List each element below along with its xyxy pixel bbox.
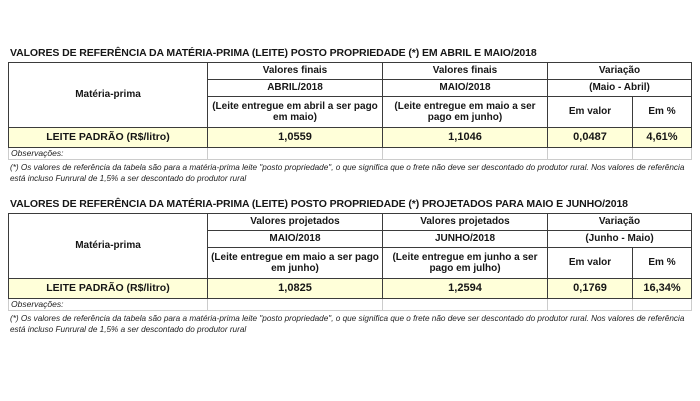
header-col2-description: (Leite entregue em maio a ser pago em junho) <box>383 96 548 127</box>
observations-filler-1 <box>208 148 383 160</box>
reference-table-abril-maio <box>8 62 692 148</box>
cell-variation-percent: 16,34% <box>633 278 692 298</box>
header-materia-prima: Matéria-prima <box>9 213 208 278</box>
header-col2-group: Valores projetados <box>383 213 548 230</box>
header-col1-group: Valores projetados <box>208 213 383 230</box>
table-row <box>9 278 692 298</box>
cell-variation-value: 0,0487 <box>548 127 633 147</box>
header-col1-description: (Leite entregue em abril a ser pago em maio) <box>208 96 383 127</box>
table-title-maio-junho: VALORES DE REFERÊNCIA DA MATÉRIA-PRIMA (LEITE) POSTO PROPRIEDADE (*) PROJETADOS PARA MAIO E JUNHO/2018 <box>10 198 628 210</box>
observations-note-abril-maio: (*) Os valores de referência da tabela são para a matéria-prima leite "posto propriedade", o que significa que o frete não deve ser descontado do produtor rural. Nos valores de referência está incluso Funrural de 1,5% a ser descontado do produtor rural <box>10 162 685 183</box>
table-header-row-group <box>9 213 692 230</box>
header-variation-value: Em valor <box>548 96 633 127</box>
observations-label: Observações: <box>9 148 208 160</box>
cell-col2-value: 1,1046 <box>383 127 548 147</box>
reference-table-block-maio-junho <box>8 198 691 336</box>
observations-filler-2 <box>383 148 548 160</box>
header-col1-period: MAIO/2018 <box>208 230 383 247</box>
header-variation-group: Variação <box>548 213 692 230</box>
observations-filler-4 <box>633 148 692 160</box>
observations-table-abril-maio <box>8 148 692 160</box>
header-variation-percent: Em % <box>633 247 692 278</box>
cell-variation-percent: 4,61% <box>633 127 692 147</box>
header-col1-description: (Leite entregue em maio a ser pago em junho) <box>208 247 383 278</box>
cell-col2-value: 1,2594 <box>383 278 548 298</box>
header-variation-period: (Maio - Abril) <box>548 79 692 96</box>
reference-table-maio-junho <box>8 213 692 299</box>
header-col2-period: JUNHO/2018 <box>383 230 548 247</box>
table-header-row-group <box>9 62 692 79</box>
cell-col1-value: 1,0825 <box>208 278 383 298</box>
header-col2-period: MAIO/2018 <box>383 79 548 96</box>
table-title-abril-maio: VALORES DE REFERÊNCIA DA MATÉRIA-PRIMA (LEITE) POSTO PROPRIEDADE (*) EM ABRIL E MAIO/2018 <box>10 47 537 59</box>
observations-row <box>9 299 692 311</box>
cell-materia-prima: LEITE PADRÃO (R$/litro) <box>9 127 208 147</box>
cell-materia-prima: LEITE PADRÃO (R$/litro) <box>9 278 208 298</box>
cell-variation-value: 0,1769 <box>548 278 633 298</box>
cell-col1-value: 1,0559 <box>208 127 383 147</box>
header-variation-percent: Em % <box>633 96 692 127</box>
observations-filler-1 <box>208 299 383 311</box>
header-col1-period: ABRIL/2018 <box>208 79 383 96</box>
observations-filler-3 <box>548 148 633 160</box>
reference-table-block-abril-maio <box>8 47 691 185</box>
header-col2-description: (Leite entregue em junho a ser pago em julho) <box>383 247 548 278</box>
header-variation-period: (Junho - Maio) <box>548 230 692 247</box>
header-col2-group: Valores finais <box>383 62 548 79</box>
table-row <box>9 127 692 147</box>
observations-row <box>9 148 692 160</box>
observations-note-maio-junho: (*) Os valores de referência da tabela são para a matéria-prima leite "posto propriedade", o que significa que o frete não deve ser descontado do produtor rural. Nos valores de referência está incluso Funrural de 1,5% a ser descontado do produtor rural <box>10 313 685 334</box>
header-variation-group: Variação <box>548 62 692 79</box>
observations-table-maio-junho <box>8 299 692 311</box>
header-col1-group: Valores finais <box>208 62 383 79</box>
header-variation-value: Em valor <box>548 247 633 278</box>
observations-filler-3 <box>548 299 633 311</box>
observations-filler-2 <box>383 299 548 311</box>
header-materia-prima: Matéria-prima <box>9 62 208 127</box>
observations-filler-4 <box>633 299 692 311</box>
observations-label: Observações: <box>9 299 208 311</box>
